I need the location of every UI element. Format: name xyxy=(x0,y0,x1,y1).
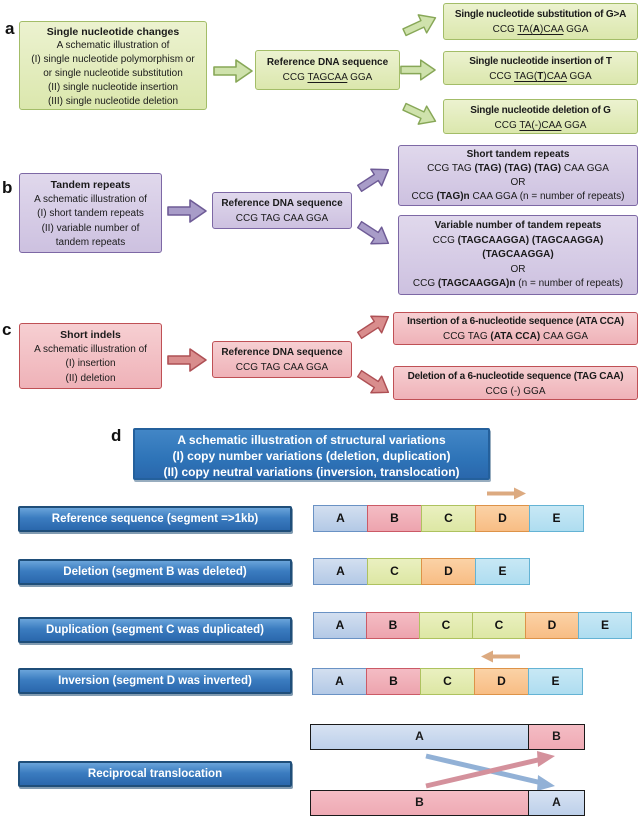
row-label-text: Deletion (segment B was deleted) xyxy=(63,566,247,578)
reference-title: Reference DNA sequence xyxy=(221,347,343,358)
seq-part: CCG xyxy=(411,191,437,202)
panel-c-line2: (I) insertion xyxy=(65,358,116,369)
seq-part: GGA xyxy=(566,71,592,82)
panel-a-output-insertion xyxy=(443,51,638,85)
row-label-inversion xyxy=(18,668,292,694)
seq-part: CAA GGA (n = number of repeats) xyxy=(469,191,625,202)
seq-part: CCG xyxy=(489,71,515,82)
panel-b-letter: b xyxy=(2,178,13,197)
panel-a-description-box xyxy=(19,21,207,110)
panel-d-header-line2: (I) copy number variations (deletion, duplication) xyxy=(172,449,451,463)
arrow-right-icon xyxy=(167,198,207,224)
seq-bold: (TAG)n xyxy=(436,191,470,202)
panel-c-reference-box xyxy=(212,341,352,378)
segment-b: B xyxy=(366,668,421,695)
seq-part: )CAA xyxy=(543,71,567,82)
segment-b: B xyxy=(366,612,420,639)
segment-d: D xyxy=(474,668,529,695)
segment-d: D xyxy=(475,505,530,532)
panel-c-title: Short indels xyxy=(60,329,121,341)
output-title: Single nucleotide substitution of G>A xyxy=(454,9,627,20)
output-title: Insertion of a 6-nucleotide sequence (ATA CCA) xyxy=(407,316,624,327)
segment-a: A xyxy=(313,612,367,639)
seq-part: CCG xyxy=(282,72,308,83)
segment-e: E xyxy=(529,505,584,532)
seq-part: GGA xyxy=(347,72,373,83)
arrow-right-icon xyxy=(213,58,253,84)
segment-d: D xyxy=(421,558,476,585)
panel-c-output-deletion xyxy=(393,366,638,400)
panel-c-output-insertion xyxy=(393,312,638,345)
segment-b-large: B xyxy=(310,790,529,816)
arrow-up-right-icon xyxy=(399,7,442,44)
seq-part: TA(-)CAA xyxy=(519,120,562,131)
panel-a-letter: a xyxy=(5,19,15,38)
panel-b-description-box xyxy=(19,173,162,253)
seq-part: )CAA xyxy=(540,24,564,35)
output-title: Variable number of tandem repeats xyxy=(434,220,602,231)
deletion-segment-bar xyxy=(313,558,530,585)
segment-e: E xyxy=(528,668,583,695)
row-label-text: Duplication (segment C was duplicated) xyxy=(46,624,264,636)
panel-c-description-box xyxy=(19,323,162,389)
reference-segment-bar xyxy=(313,505,584,532)
arrow-right-icon xyxy=(485,487,527,500)
output-title: Single nucleotide insertion of T xyxy=(469,56,612,67)
panel-a-output-deletion xyxy=(443,99,638,134)
seq-part: TAG( xyxy=(514,71,538,82)
segment-a-small: A xyxy=(528,790,585,816)
translocation-top-bar xyxy=(310,724,585,750)
translocation-bottom-bar xyxy=(310,790,585,816)
or-text: OR xyxy=(510,177,526,188)
seq-bold: (TAGCAAGGA) xyxy=(482,249,554,260)
seq-underlined: TAGCAA xyxy=(307,72,348,83)
seq-part: CCG xyxy=(432,234,458,246)
panel-a-line1: A schematic illustration of xyxy=(56,40,170,51)
panel-a-reference-box xyxy=(255,50,400,90)
panel-a-title: Single nucleotide changes xyxy=(46,26,180,38)
panel-b-line1: A schematic illustration of xyxy=(34,193,147,205)
arrow-down-right-icon xyxy=(399,96,442,133)
panel-b-line3: (II) variable number of xyxy=(41,222,140,234)
row-label-text: Reciprocal translocation xyxy=(87,768,223,780)
seq-part: CCG (-) GGA xyxy=(485,385,546,397)
segment-b-small: B xyxy=(528,724,585,750)
seq-part: GGA xyxy=(561,120,587,131)
seq-part: CCG xyxy=(412,278,438,289)
seq-bold: (TAGCAAGGA) (TAGCAAGGA) xyxy=(457,234,604,246)
panel-d-header-line1: A schematic illustration of structural variations xyxy=(177,433,446,447)
seq-bold: T xyxy=(537,71,544,82)
panel-c-line1: A schematic illustration of xyxy=(34,343,147,355)
seq-part: CAA GGA xyxy=(540,330,589,342)
reference-title: Reference DNA sequence xyxy=(221,198,343,209)
segment-c: C xyxy=(420,668,475,695)
seq-part: CCG TAG xyxy=(427,163,475,174)
seq-part: TA( xyxy=(517,24,533,35)
panel-b-line4: tandem repeats xyxy=(55,237,126,248)
panel-d-header-line3: (II) copy neutral variations (inversion, translocation) xyxy=(163,465,460,479)
panel-a-line3: or single nucleotide substitution xyxy=(43,68,183,79)
segment-a: A xyxy=(312,668,367,695)
row-label-reference xyxy=(18,506,292,532)
segment-c-duplicate: C xyxy=(472,612,526,639)
row-label-text: Reference sequence (segment =>1kb) xyxy=(51,513,259,525)
panel-a-line4: (II) single nucleotide insertion xyxy=(47,82,179,93)
panel-d-header xyxy=(133,428,490,480)
panel-a-line5: (III) single nucleotide deletion xyxy=(47,96,179,107)
output-title: Short tandem repeats xyxy=(466,149,570,160)
inversion-segment-bar xyxy=(312,668,583,695)
seq-bold: (TAGCAAGGA)n xyxy=(437,278,516,289)
panel-b-title: Tandem repeats xyxy=(50,179,131,191)
segment-e: E xyxy=(578,612,632,639)
seq-bold: (ATA CCA) xyxy=(490,330,541,342)
seq-part: GGA xyxy=(563,24,589,35)
reference-sequence: CCG TAG CAA GGA xyxy=(235,362,329,373)
row-label-deletion xyxy=(18,559,292,585)
panel-b-output-vntr xyxy=(398,215,638,295)
panel-b-line2: (I) short tandem repeats xyxy=(37,208,144,219)
arrow-right-icon xyxy=(167,347,207,373)
output-title: Deletion of a 6-nucleotide sequence (TAG CAA) xyxy=(407,371,624,382)
segment-c: C xyxy=(367,558,422,585)
seq-bold: A xyxy=(532,24,541,35)
arrow-up-right-icon xyxy=(352,306,395,346)
panel-a-output-substitution xyxy=(443,3,638,40)
panel-c-line3: (II) deletion xyxy=(65,372,116,384)
seq-part: CCG xyxy=(492,24,518,35)
segment-a: A xyxy=(313,505,368,532)
arrow-left-icon xyxy=(480,650,522,663)
segment-e: E xyxy=(475,558,530,585)
panel-d-letter: d xyxy=(111,426,122,445)
seq-part: CAA GGA xyxy=(561,163,609,174)
panel-b-reference-box xyxy=(212,192,352,229)
segment-b: B xyxy=(367,505,422,532)
arrow-down-right-icon xyxy=(352,214,395,254)
reference-title: Reference DNA sequence xyxy=(266,57,389,68)
row-label-duplication xyxy=(18,617,292,643)
seq-part: CCG TAG xyxy=(442,330,491,342)
segment-c: C xyxy=(419,612,473,639)
arrow-up-right-icon xyxy=(352,159,395,199)
crossed-exchange-arrows-icon xyxy=(410,750,570,790)
row-label-translocation xyxy=(18,761,292,787)
seq-part: (n = number of repeats) xyxy=(515,278,624,289)
segment-a: A xyxy=(313,558,368,585)
or-text: OR xyxy=(510,263,526,275)
row-label-text: Inversion (segment D was inverted) xyxy=(58,675,252,687)
segment-c: C xyxy=(421,505,476,532)
segment-d: D xyxy=(525,612,579,639)
segment-a-large: A xyxy=(310,724,529,750)
duplication-segment-bar xyxy=(313,612,632,639)
output-title: Single nucleotide deletion of G xyxy=(470,105,611,116)
panel-a-line2: (I) single nucleotide polymorphism or xyxy=(31,54,195,65)
panel-c-letter: c xyxy=(2,320,12,339)
arrow-right-icon xyxy=(400,58,436,82)
panel-b-output-short-tandem xyxy=(398,145,638,206)
arrow-down-right-icon xyxy=(352,363,395,403)
seq-bold: (TAG) (TAG) (TAG) xyxy=(474,163,562,174)
seq-part: CCG xyxy=(494,120,520,131)
reference-sequence: CCG TAG CAA GGA xyxy=(235,213,329,224)
